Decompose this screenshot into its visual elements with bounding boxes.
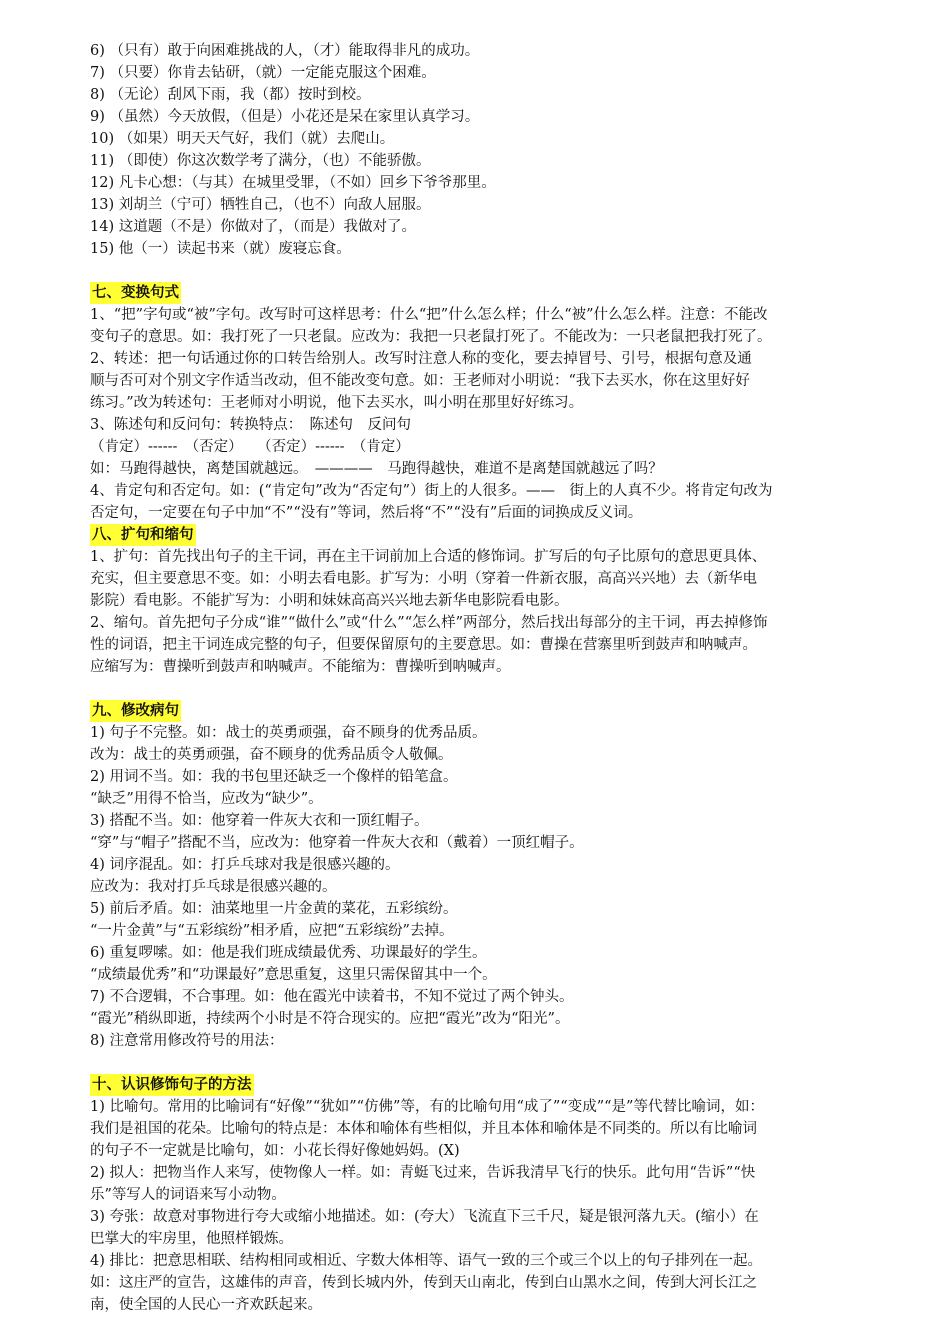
section-10 (90, 1074, 870, 1316)
list-item: 7) （只要）你肯去钻研，（就）一定能克服这个困难。 (90, 65, 436, 81)
section-heading: 八、扩句和缩句 (90, 524, 196, 546)
section-9 (90, 700, 870, 1052)
section-7 (90, 282, 870, 524)
spacer (90, 678, 870, 700)
text-line: 2) 用词不当。如：我的书包里还缺乏一个像样的铅笔盒。 (90, 769, 458, 785)
text-line: 1) 比喻句。常用的比喻词有“好像”“犹如”“仿佛”等，有的比喻句用“成了”“变成”“是”等代替比喻词，如： (90, 1099, 764, 1115)
section-heading: 七、变换句式 (90, 282, 181, 304)
text-line: 应缩写为：曹操听到鼓声和呐喊声。不能缩为：曹操听到呐喊声。 (90, 659, 511, 675)
text-line: 6) 重复啰嗦。如：他是我们班成绩最优秀、功课最好的学生。 (90, 945, 487, 961)
text-line: 如：这庄严的宣告，这雄伟的声音，传到长城内外，传到天山南北，传到白山黑水之间，传到大河长江之 (90, 1275, 757, 1291)
text-line: 7) 不合逻辑，不合事理。如：他在霞光中读着书，不知不觉过了两个钟头。 (90, 989, 574, 1005)
list-item: 11) （即使）你这次数学考了满分，（也）不能骄傲。 (90, 153, 431, 169)
section-8 (90, 524, 870, 678)
text-line: “一片金黄”与“五彩缤纷”相矛盾，应把“五彩缤纷”去掉。 (90, 923, 454, 939)
list-item: 8) （无论）刮风下雨，我（都）按时到校。 (90, 87, 371, 103)
text-line: 我们是祖国的花朵。比喻句的特点是：本体和喻体有些相似，并且本体和喻体是不同类的。所以有比喻词 (90, 1121, 757, 1137)
text-line: 4) 词序混乱。如：打乒乓球对我是很感兴趣的。 (90, 857, 400, 873)
text-line: 3、陈述句和反问句：转换特点： 陈述句 反问句 (90, 417, 411, 433)
text-line: 2) 拟人：把物当作人来写，使物像人一样。如：青蜓飞过来，告诉我清早飞行的快乐。此句用“告诉”“快 (90, 1165, 756, 1181)
text-line: 如：马跑得越快，离楚国就越远。 ———— 马跑得越快，难道不是离楚国就越远了吗？ (90, 461, 663, 477)
text-line: “霞光”稍纵即逝，持续两个小时是不符合现实的。应把“霞光”改为“阳光”。 (90, 1011, 570, 1027)
list-item: 6) （只有）敢于向困难挑战的人，（才）能取得非凡的成功。 (90, 43, 480, 59)
list-item: 13) 刘胡兰（宁可）牺牲自己，（也不）向敌人屈服。 (90, 197, 431, 213)
text-line: 改为：战士的英勇顽强，奋不顾身的优秀品质令人敬佩。 (90, 747, 453, 763)
text-line: 的句子不一定就是比喻句，如：小花长得好像她妈妈。(X) (90, 1143, 460, 1159)
text-line: 1) 句子不完整。如：战士的英勇顽强，奋不顾身的优秀品质。 (90, 725, 487, 741)
spacer (90, 260, 870, 282)
text-line: 否定句，一定要在句子中加“不”“没有”等词，然后将“不”“没有”后面的词换成反义词。 (90, 505, 643, 521)
text-line: 变句子的意思。如：我打死了一只老鼠。应改为：我把一只老鼠打死了。不能改为：一只老鼠把我打死了。 (90, 329, 772, 345)
text-line: 顺与否可对个别文字作适当改动，但不能改变句意。如：王老师对小明说：“我下去买水，你在这里好好 (90, 373, 750, 389)
text-line: “成绩最优秀”和“功课最好”意思重复，这里只需保留其中一个。 (90, 967, 497, 983)
text-line: （肯定）------ （否定） （否定）------ （肯定） (90, 439, 410, 455)
text-line: 充实，但主要意思不变。如：小明去看电影。扩写为：小明（穿着一件新衣服，高高兴兴地）去（新华电 (90, 571, 757, 587)
list-top (90, 40, 870, 260)
document-page (90, 40, 870, 1316)
list-item: 10) （如果）明天天气好，我们（就）去爬山。 (90, 131, 395, 147)
text-line: 4) 排比：把意思相联、结构相同或相近、字数大体相等、语气一致的三个或三个以上的句子排列在一起。 (90, 1253, 762, 1269)
text-line: 1、扩句：首先找出句子的主干词，再在主干词前加上合适的修饰词。扩写后的句子比原句的意思更具体、 (90, 549, 767, 565)
text-line: 3) 夸张：故意对事物进行夸大或缩小地描述。如：(夸大）飞流直下三千尺，疑是银河落九天。(缩小）在 (90, 1209, 759, 1225)
text-line: 2、转述：把一句话通过你的口转告给别人。改写时注意人称的变化，要去掉冒号、引号，根据句意及通 (90, 351, 752, 367)
text-line: 乐”等写人的词语来写小动物。 (90, 1187, 286, 1203)
list-item: 9) （虽然）今天放假，（但是）小花还是呆在家里认真学习。 (90, 109, 480, 125)
spacer (90, 1052, 870, 1074)
text-line: 应改为：我对打乒乓球是很感兴趣的。 (90, 879, 337, 895)
text-line: 练习。”改为转述句：王老师对小明说，他下去买水，叫小明在那里好好练习。 (90, 395, 584, 411)
text-line: “缺乏”用得不恰当，应改为“缺少”。 (90, 791, 323, 807)
text-line: 5) 前后矛盾。如：油菜地里一片金黄的菜花，五彩缤纷。 (90, 901, 458, 917)
text-line: 影院）看电影。不能扩写为：小明和妹妹高高兴兴地去新华电影院看电影。 (90, 593, 569, 609)
text-line: 8) 注意常用修改符号的用法： (90, 1033, 284, 1049)
list-item: 12) 凡卡心想：（与其）在城里受罪，（不如）回乡下爷爷那里。 (90, 175, 496, 191)
text-line: 2、缩句。首先把句子分成“谁”“做什么”或“什么”“怎么样”两部分，然后找出每部分的主干词，再去掉修饰 (90, 615, 768, 631)
text-line: 1、“把”字句或“被”字句。改写时可这样思考：什么“把”什么怎么样；什么“被”什么怎么样。注意：不能改 (90, 307, 768, 323)
text-line: 性的词语，把主干词连成完整的句子，但要保留原句的主要意思。如：曹操在营寨里听到鼓声和呐喊声。 (90, 637, 757, 653)
text-line: 4、肯定句和否定句。如：(“肯定句”改为“否定句”）街上的人很多。—— 街上的人真不少。将肯定句改为 (90, 483, 773, 499)
section-heading: 十、认识修饰句子的方法 (90, 1074, 254, 1096)
text-line: 巴掌大的牢房里，他照样锻炼。 (90, 1231, 293, 1247)
section-heading: 九、修改病句 (90, 700, 181, 722)
text-line: 南，使全国的人民心一齐欢跃起来。 (90, 1297, 322, 1313)
list-item: 14) 这道题（不是）你做对了，（而是）我做对了。 (90, 219, 416, 235)
list-item: 15) 他（一）读起书来（就）废寝忘食。 (90, 241, 351, 257)
text-line: “穿”与“帽子”搭配不当，应改为：他穿着一件灰大衣和（戴着）一顶红帽子。 (90, 835, 584, 851)
text-line: 3) 搭配不当。如：他穿着一件灰大衣和一顶红帽子。 (90, 813, 429, 829)
